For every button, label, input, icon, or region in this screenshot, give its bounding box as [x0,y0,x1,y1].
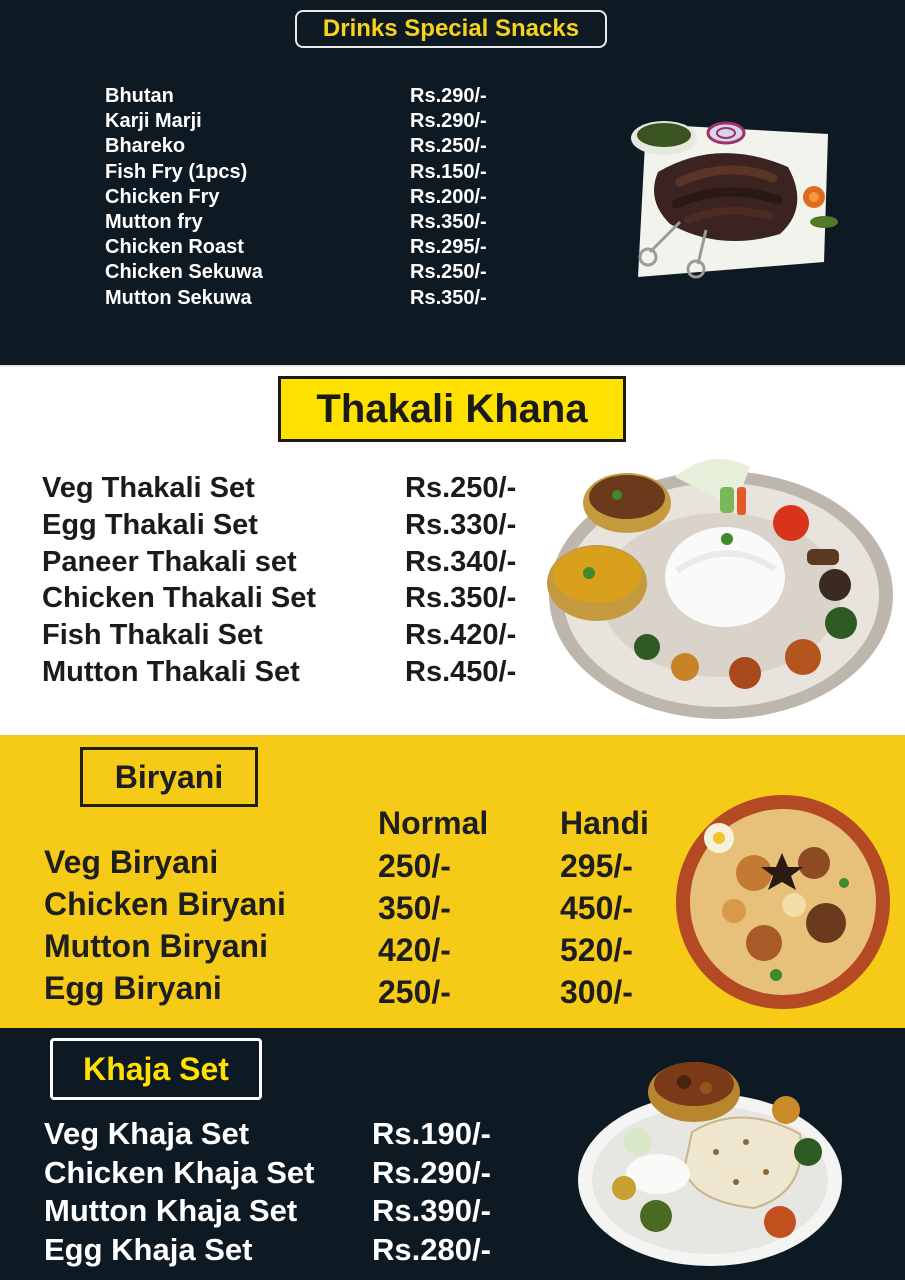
menu-item [44,967,684,1009]
item-price: Rs.290/- [410,110,487,133]
item-price: Rs.350/- [410,286,487,309]
item-name: Mutton Sekuwa [105,286,252,309]
menu-item [42,470,562,507]
handi-price: 295/- [560,848,633,884]
menu-item [44,1192,564,1231]
item-name: Chicken Fry [105,185,220,208]
item-price: Rs.340/- [405,545,517,578]
khaja-section-title: Khaja Set [50,1038,262,1100]
item-name: Bhareko [105,135,186,158]
menu-item [105,109,525,134]
item-price: Rs.280/- [372,1231,491,1267]
item-name: Fish Fry (1pcs) [105,160,248,183]
item-price: Rs.330/- [405,508,517,541]
item-name: Egg Thakali Set [42,508,258,541]
biryani-menu-list [44,841,684,1009]
item-name: Bhutan [105,85,174,107]
menu-item [42,617,562,654]
menu-item [44,1154,564,1193]
item-name: Fish Thakali Set [42,619,263,652]
item-price: Rs.250/- [410,261,487,284]
item-price: Rs.390/- [372,1193,491,1228]
menu-item [42,507,562,544]
item-price: Rs.200/- [410,185,487,208]
item-name: Chicken Roast [105,236,244,259]
normal-price: 420/- [378,932,451,968]
thakali-section [0,365,905,735]
item-name: Egg Khaja Set [44,1231,253,1267]
khaja-menu-list [44,1115,564,1269]
menu-item [44,883,684,925]
biryani-section-title: Biryani [80,747,258,807]
menu-item [44,841,684,883]
drinks-section-title: Drinks Special Snacks [295,10,607,48]
item-price: Rs.295/- [410,236,487,259]
sekuwa-plate-image [628,112,840,282]
normal-price: 350/- [378,890,451,926]
item-name: Chicken Biryani [44,886,286,922]
item-price: Rs.420/- [405,619,517,652]
handi-price: 450/- [560,890,633,926]
thakali-section-title: Thakali Khana [278,376,626,442]
item-price: Rs.350/- [405,582,517,615]
item-price: Rs.350/- [410,210,487,233]
menu-item [105,210,525,235]
item-name: Paneer Thakali set [42,545,297,578]
normal-price: 250/- [378,974,451,1010]
thakali-menu-list [42,470,562,691]
menu-item [44,925,684,967]
menu-item [105,260,525,285]
handi-price: 520/- [560,932,633,968]
khaja-section [0,1028,905,1280]
item-price: Rs.250/- [410,135,487,158]
normal-column-header: Normal [378,805,489,841]
handi-price: 300/- [560,974,633,1010]
item-name: Chicken Sekuwa [105,261,263,284]
item-price: Rs.150/- [410,160,487,183]
menu-item [105,160,525,185]
handi-column-header: Handi [560,805,649,841]
item-name: Chicken Thakali Set [42,582,316,615]
item-name: Mutton fry [105,210,203,233]
item-name: Mutton Thakali Set [42,655,300,688]
item-name: Veg Biryani [44,844,219,880]
item-price: Rs.250/- [405,472,517,504]
menu-item [105,185,525,210]
item-name: Chicken Khaja Set [44,1154,315,1190]
menu-item [42,544,562,581]
biryani-bowl-image [674,793,892,1011]
menu-item [105,134,525,159]
menu-item [42,654,562,691]
item-name: Veg Thakali Set [42,472,255,504]
item-price: Rs.190/- [372,1116,491,1151]
normal-price: 250/- [378,848,451,884]
menu-item [42,580,562,617]
item-name: Mutton Khaja Set [44,1193,298,1228]
item-price: Rs.290/- [410,85,487,107]
menu-item [44,1231,564,1270]
item-name: Egg Biryani [44,970,222,1006]
thakali-thali-image [545,447,897,727]
item-price: Rs.450/- [405,655,517,688]
item-name: Mutton Biryani [44,928,268,964]
biryani-section [0,735,905,1028]
item-name: Karji Marji [105,110,202,133]
item-name: Veg Khaja Set [44,1116,250,1151]
menu-item [105,235,525,260]
drinks-menu-list [105,84,525,311]
drinks-section [0,0,905,365]
khaja-plate-image [576,1042,844,1274]
menu-item [105,286,525,311]
menu-item [105,84,525,109]
item-price: Rs.290/- [372,1154,491,1190]
menu-item [44,1115,564,1154]
